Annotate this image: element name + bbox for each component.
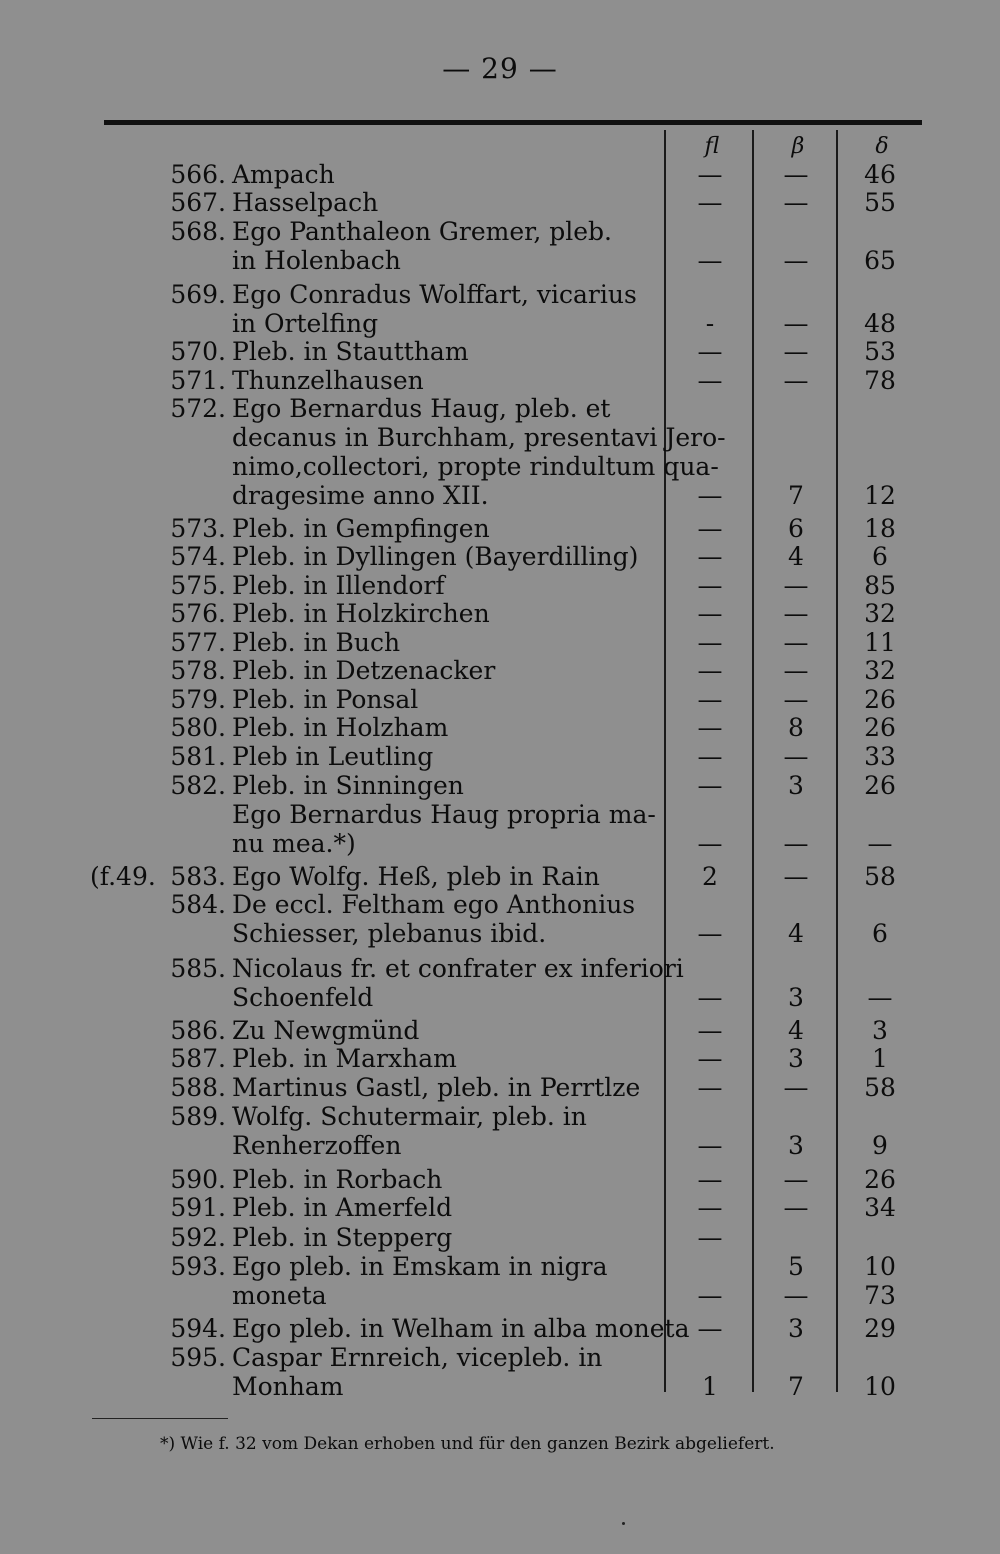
value-fl: — xyxy=(697,1044,723,1073)
entry-number: 589. xyxy=(170,1102,226,1131)
value-beta: — xyxy=(783,829,809,858)
entry-number: 595. xyxy=(170,1343,226,1372)
entry-text-line: Thunzelhausen xyxy=(232,366,424,395)
value-delta: 58 xyxy=(864,1073,896,1102)
footnote-rule xyxy=(92,1418,228,1419)
entry-row xyxy=(0,1281,1000,1310)
value-fl: — xyxy=(697,1281,723,1310)
entry-text-line: Pleb. in Amerfeld xyxy=(232,1193,453,1222)
entry-number: 578. xyxy=(170,656,226,685)
value-beta: 3 xyxy=(788,1314,804,1343)
value-beta: — xyxy=(783,571,809,600)
value-delta: 33 xyxy=(864,742,896,771)
entry-text-line: Pleb. in Illendorf xyxy=(232,571,445,600)
entry-number: 587. xyxy=(170,1044,226,1073)
value-delta: 65 xyxy=(864,246,896,275)
entry-text-line: Pleb in Leutling xyxy=(232,742,434,771)
entry-text-line: Monham xyxy=(232,1372,344,1401)
entry-row xyxy=(0,514,1000,543)
entry-text-line: Pleb. in Dyllingen (Bayerdilling) xyxy=(232,542,639,571)
value-fl: - xyxy=(705,309,715,338)
entry-row xyxy=(0,713,1000,742)
entry-text-line: Zu Newgmünd xyxy=(232,1016,420,1045)
value-beta: 6 xyxy=(788,514,804,543)
entry-number: 577. xyxy=(170,628,226,657)
entry-number: 568. xyxy=(170,217,226,246)
value-delta: 26 xyxy=(864,713,896,742)
value-fl: — xyxy=(697,983,723,1012)
value-beta: — xyxy=(783,1073,809,1102)
entry-text-line: Pleb. in Holzham xyxy=(232,713,449,742)
entry-text-line: dragesime anno XII. xyxy=(232,481,489,510)
entry-text-line: nu mea.*) xyxy=(232,829,356,858)
value-beta: — xyxy=(783,366,809,395)
entry-number: 569. xyxy=(170,280,226,309)
entry-text-line: Ego Wolfg. Heß, pleb in Rain xyxy=(232,862,600,891)
value-beta: — xyxy=(783,685,809,714)
value-delta: 18 xyxy=(864,514,896,543)
value-fl: — xyxy=(697,1165,723,1194)
value-beta: 3 xyxy=(788,1131,804,1160)
value-fl: — xyxy=(697,685,723,714)
value-beta: — xyxy=(783,188,809,217)
entry-text-line: Pleb. in Rorbach xyxy=(232,1165,443,1194)
entry-number: 592. xyxy=(170,1223,226,1252)
entry-text-line: Ego Bernardus Haug propria ma- xyxy=(232,800,656,829)
value-delta: 12 xyxy=(864,481,896,510)
entry-number: 588. xyxy=(170,1073,226,1102)
entry-text-line: Martinus Gastl, pleb. in Perrtlze xyxy=(232,1073,641,1102)
entry-number: 576. xyxy=(170,599,226,628)
value-fl: — xyxy=(697,246,723,275)
entry-text-line: Pleb. in Stauttham xyxy=(232,337,469,366)
entry-text-line: Caspar Ernreich, vicepleb. in xyxy=(232,1343,603,1372)
value-fl: — xyxy=(697,1314,723,1343)
value-fl: — xyxy=(697,656,723,685)
value-fl: — xyxy=(697,542,723,571)
value-delta: — xyxy=(867,829,893,858)
value-beta: 7 xyxy=(788,481,804,510)
value-delta: 11 xyxy=(864,628,896,657)
value-fl: — xyxy=(697,188,723,217)
entry-number: 581. xyxy=(170,742,226,771)
column-header-delta: δ xyxy=(875,134,889,159)
value-fl: — xyxy=(697,337,723,366)
entry-number: 575. xyxy=(170,571,226,600)
entry-number: 573. xyxy=(170,514,226,543)
value-fl: — xyxy=(697,1016,723,1045)
value-beta: — xyxy=(783,1193,809,1222)
entry-text-line: Pleb. in Marxham xyxy=(232,1044,457,1073)
entry-text-line: Ego pleb. in Emskam in nigra xyxy=(232,1252,608,1281)
entry-text-line: moneta xyxy=(232,1281,327,1310)
entry-number: 572. xyxy=(170,394,226,423)
entry-number: 570. xyxy=(170,337,226,366)
value-delta: 78 xyxy=(864,366,896,395)
entry-row xyxy=(0,771,1000,800)
entry-text-line: Ego Panthaleon Gremer, pleb. xyxy=(232,217,612,246)
entry-row xyxy=(0,1223,1000,1252)
value-beta: 4 xyxy=(788,542,804,571)
value-delta: 48 xyxy=(864,309,896,338)
entry-row xyxy=(0,1102,1000,1160)
entry-text-line: Pleb. in Detzenacker xyxy=(232,656,496,685)
entry-number: 582. xyxy=(170,771,226,800)
value-beta: — xyxy=(783,656,809,685)
entry-row xyxy=(0,160,1000,189)
entry-number: 579. xyxy=(170,685,226,714)
value-delta: 34 xyxy=(864,1193,896,1222)
entry-row xyxy=(0,366,1000,395)
value-fl: — xyxy=(697,514,723,543)
entry-text-line: Pleb. in Stepperg xyxy=(232,1223,453,1252)
value-fl: — xyxy=(697,771,723,800)
value-delta: 29 xyxy=(864,1314,896,1343)
entry-number: 591. xyxy=(170,1193,226,1222)
entry-text-line: Pleb. in Ponsal xyxy=(232,685,419,714)
entry-text-line: Nicolaus fr. et confrater ex inferiori xyxy=(232,954,684,983)
value-beta: — xyxy=(783,309,809,338)
entry-text-line: in Ortelfing xyxy=(232,309,379,338)
page-number: — 29 — xyxy=(442,52,558,85)
entry-row xyxy=(0,862,1000,891)
entry-number: 580. xyxy=(170,713,226,742)
value-fl: — xyxy=(697,919,723,948)
entry-text-line: De eccl. Feltham ego Anthonius xyxy=(232,890,636,919)
entry-row xyxy=(0,280,1000,338)
value-delta: 32 xyxy=(864,599,896,628)
value-beta: — xyxy=(783,1165,809,1194)
value-delta: 46 xyxy=(864,160,896,189)
value-fl: 2 xyxy=(702,862,718,891)
value-delta: 10 xyxy=(864,1252,896,1281)
entry-number: 594. xyxy=(170,1314,226,1343)
entry-number: 593. xyxy=(170,1252,226,1281)
entry-text-line: Schoenfeld xyxy=(232,983,374,1012)
value-delta: 53 xyxy=(864,337,896,366)
entry-text-line: decanus in Burchham, presentavi Jero- xyxy=(232,423,726,452)
value-delta: 26 xyxy=(864,771,896,800)
entry-row xyxy=(0,628,1000,657)
entry-number: 584. xyxy=(170,890,226,919)
value-delta: 85 xyxy=(864,571,896,600)
value-fl: — xyxy=(697,366,723,395)
value-beta: — xyxy=(783,628,809,657)
value-beta: 3 xyxy=(788,771,804,800)
value-delta: 58 xyxy=(864,862,896,891)
entry-row xyxy=(0,599,1000,628)
entry-number: 585. xyxy=(170,954,226,983)
value-beta: 4 xyxy=(788,1016,804,1045)
value-beta: 8 xyxy=(788,713,804,742)
value-fl: — xyxy=(697,713,723,742)
entry-number: 567. xyxy=(170,188,226,217)
entry-text-line: Pleb. in Buch xyxy=(232,628,401,657)
value-fl: — xyxy=(697,1131,723,1160)
entry-row xyxy=(0,1044,1000,1073)
value-delta: 1 xyxy=(872,1044,888,1073)
value-beta: 3 xyxy=(788,983,804,1012)
value-beta: — xyxy=(783,1281,809,1310)
entry-row xyxy=(0,1073,1000,1102)
entry-number: 574. xyxy=(170,542,226,571)
value-fl: — xyxy=(697,829,723,858)
entry-text-line: Schiesser, plebanus ibid. xyxy=(232,919,547,948)
value-beta: — xyxy=(783,742,809,771)
value-beta: — xyxy=(783,160,809,189)
entry-row xyxy=(0,394,1000,510)
entry-text-line: Ego Bernardus Haug, pleb. et xyxy=(232,394,611,423)
value-fl: — xyxy=(697,742,723,771)
entry-row xyxy=(0,742,1000,771)
entry-row xyxy=(0,1165,1000,1194)
entry-row xyxy=(0,800,1000,858)
entry-text-line: Pleb. in Holzkirchen xyxy=(232,599,490,628)
entry-row xyxy=(0,217,1000,275)
value-fl: — xyxy=(697,1073,723,1102)
value-beta: — xyxy=(783,862,809,891)
entry-text-line: Renherzoffen xyxy=(232,1131,402,1160)
value-fl: — xyxy=(697,481,723,510)
paper-speck xyxy=(622,1522,625,1525)
entry-row xyxy=(0,337,1000,366)
value-delta: 32 xyxy=(864,656,896,685)
value-delta: — xyxy=(867,983,893,1012)
entry-row xyxy=(0,656,1000,685)
value-delta: 26 xyxy=(864,685,896,714)
entry-row xyxy=(0,1314,1000,1343)
value-delta: 26 xyxy=(864,1165,896,1194)
entry-text-line: Ego pleb. in Welham in alba moneta xyxy=(232,1314,690,1343)
value-fl: — xyxy=(697,1223,723,1252)
value-fl: — xyxy=(697,628,723,657)
value-beta: — xyxy=(783,599,809,628)
entry-row xyxy=(0,1343,1000,1401)
entry-text-line: Ampach xyxy=(232,160,335,189)
value-fl: — xyxy=(697,1193,723,1222)
entry-row xyxy=(0,1193,1000,1222)
value-fl: — xyxy=(697,160,723,189)
value-delta: 73 xyxy=(864,1281,896,1310)
entry-row xyxy=(0,542,1000,571)
value-beta: 7 xyxy=(788,1372,804,1401)
value-delta: 3 xyxy=(872,1016,888,1045)
entry-row xyxy=(0,571,1000,600)
entry-number: 583. xyxy=(170,862,226,891)
value-delta: 9 xyxy=(872,1131,888,1160)
entry-row xyxy=(0,890,1000,948)
entry-text-line: nimo,collectori, propte rindultum qua- xyxy=(232,452,719,481)
value-beta: 4 xyxy=(788,919,804,948)
entry-number: 586. xyxy=(170,1016,226,1045)
entry-text-line: Ego Conradus Wolffart, vicarius xyxy=(232,280,637,309)
entry-text-line: Wolfg. Schutermair, pleb. in xyxy=(232,1102,587,1131)
entry-text-line: in Holenbach xyxy=(232,246,401,275)
column-header-fl: fl xyxy=(704,134,720,159)
entry-text-line: Pleb. in Gempfingen xyxy=(232,514,490,543)
entry-row xyxy=(0,1252,1000,1281)
value-delta: 55 xyxy=(864,188,896,217)
folio-reference: (f.49. xyxy=(90,862,156,891)
entry-number: 590. xyxy=(170,1165,226,1194)
entry-row xyxy=(0,685,1000,714)
value-delta: 6 xyxy=(872,542,888,571)
value-delta: 6 xyxy=(872,919,888,948)
value-beta: — xyxy=(783,337,809,366)
entry-number: 566. xyxy=(170,160,226,189)
value-beta: 3 xyxy=(788,1044,804,1073)
footnote: *) Wie f. 32 vom Dekan erhoben und für den ganzen Bezirk abgeliefert. xyxy=(160,1434,775,1454)
value-fl: 1 xyxy=(702,1372,718,1401)
entry-text-line: Pleb. in Sinningen xyxy=(232,771,464,800)
entry-row xyxy=(0,954,1000,1012)
value-beta: 5 xyxy=(788,1252,804,1281)
column-header-beta: β xyxy=(791,134,805,159)
entry-text-line: Hasselpach xyxy=(232,188,379,217)
entry-row xyxy=(0,188,1000,217)
entry-number: 571. xyxy=(170,366,226,395)
value-fl: — xyxy=(697,599,723,628)
value-delta: 10 xyxy=(864,1372,896,1401)
value-fl: — xyxy=(697,571,723,600)
value-beta: — xyxy=(783,246,809,275)
entry-row xyxy=(0,1016,1000,1045)
